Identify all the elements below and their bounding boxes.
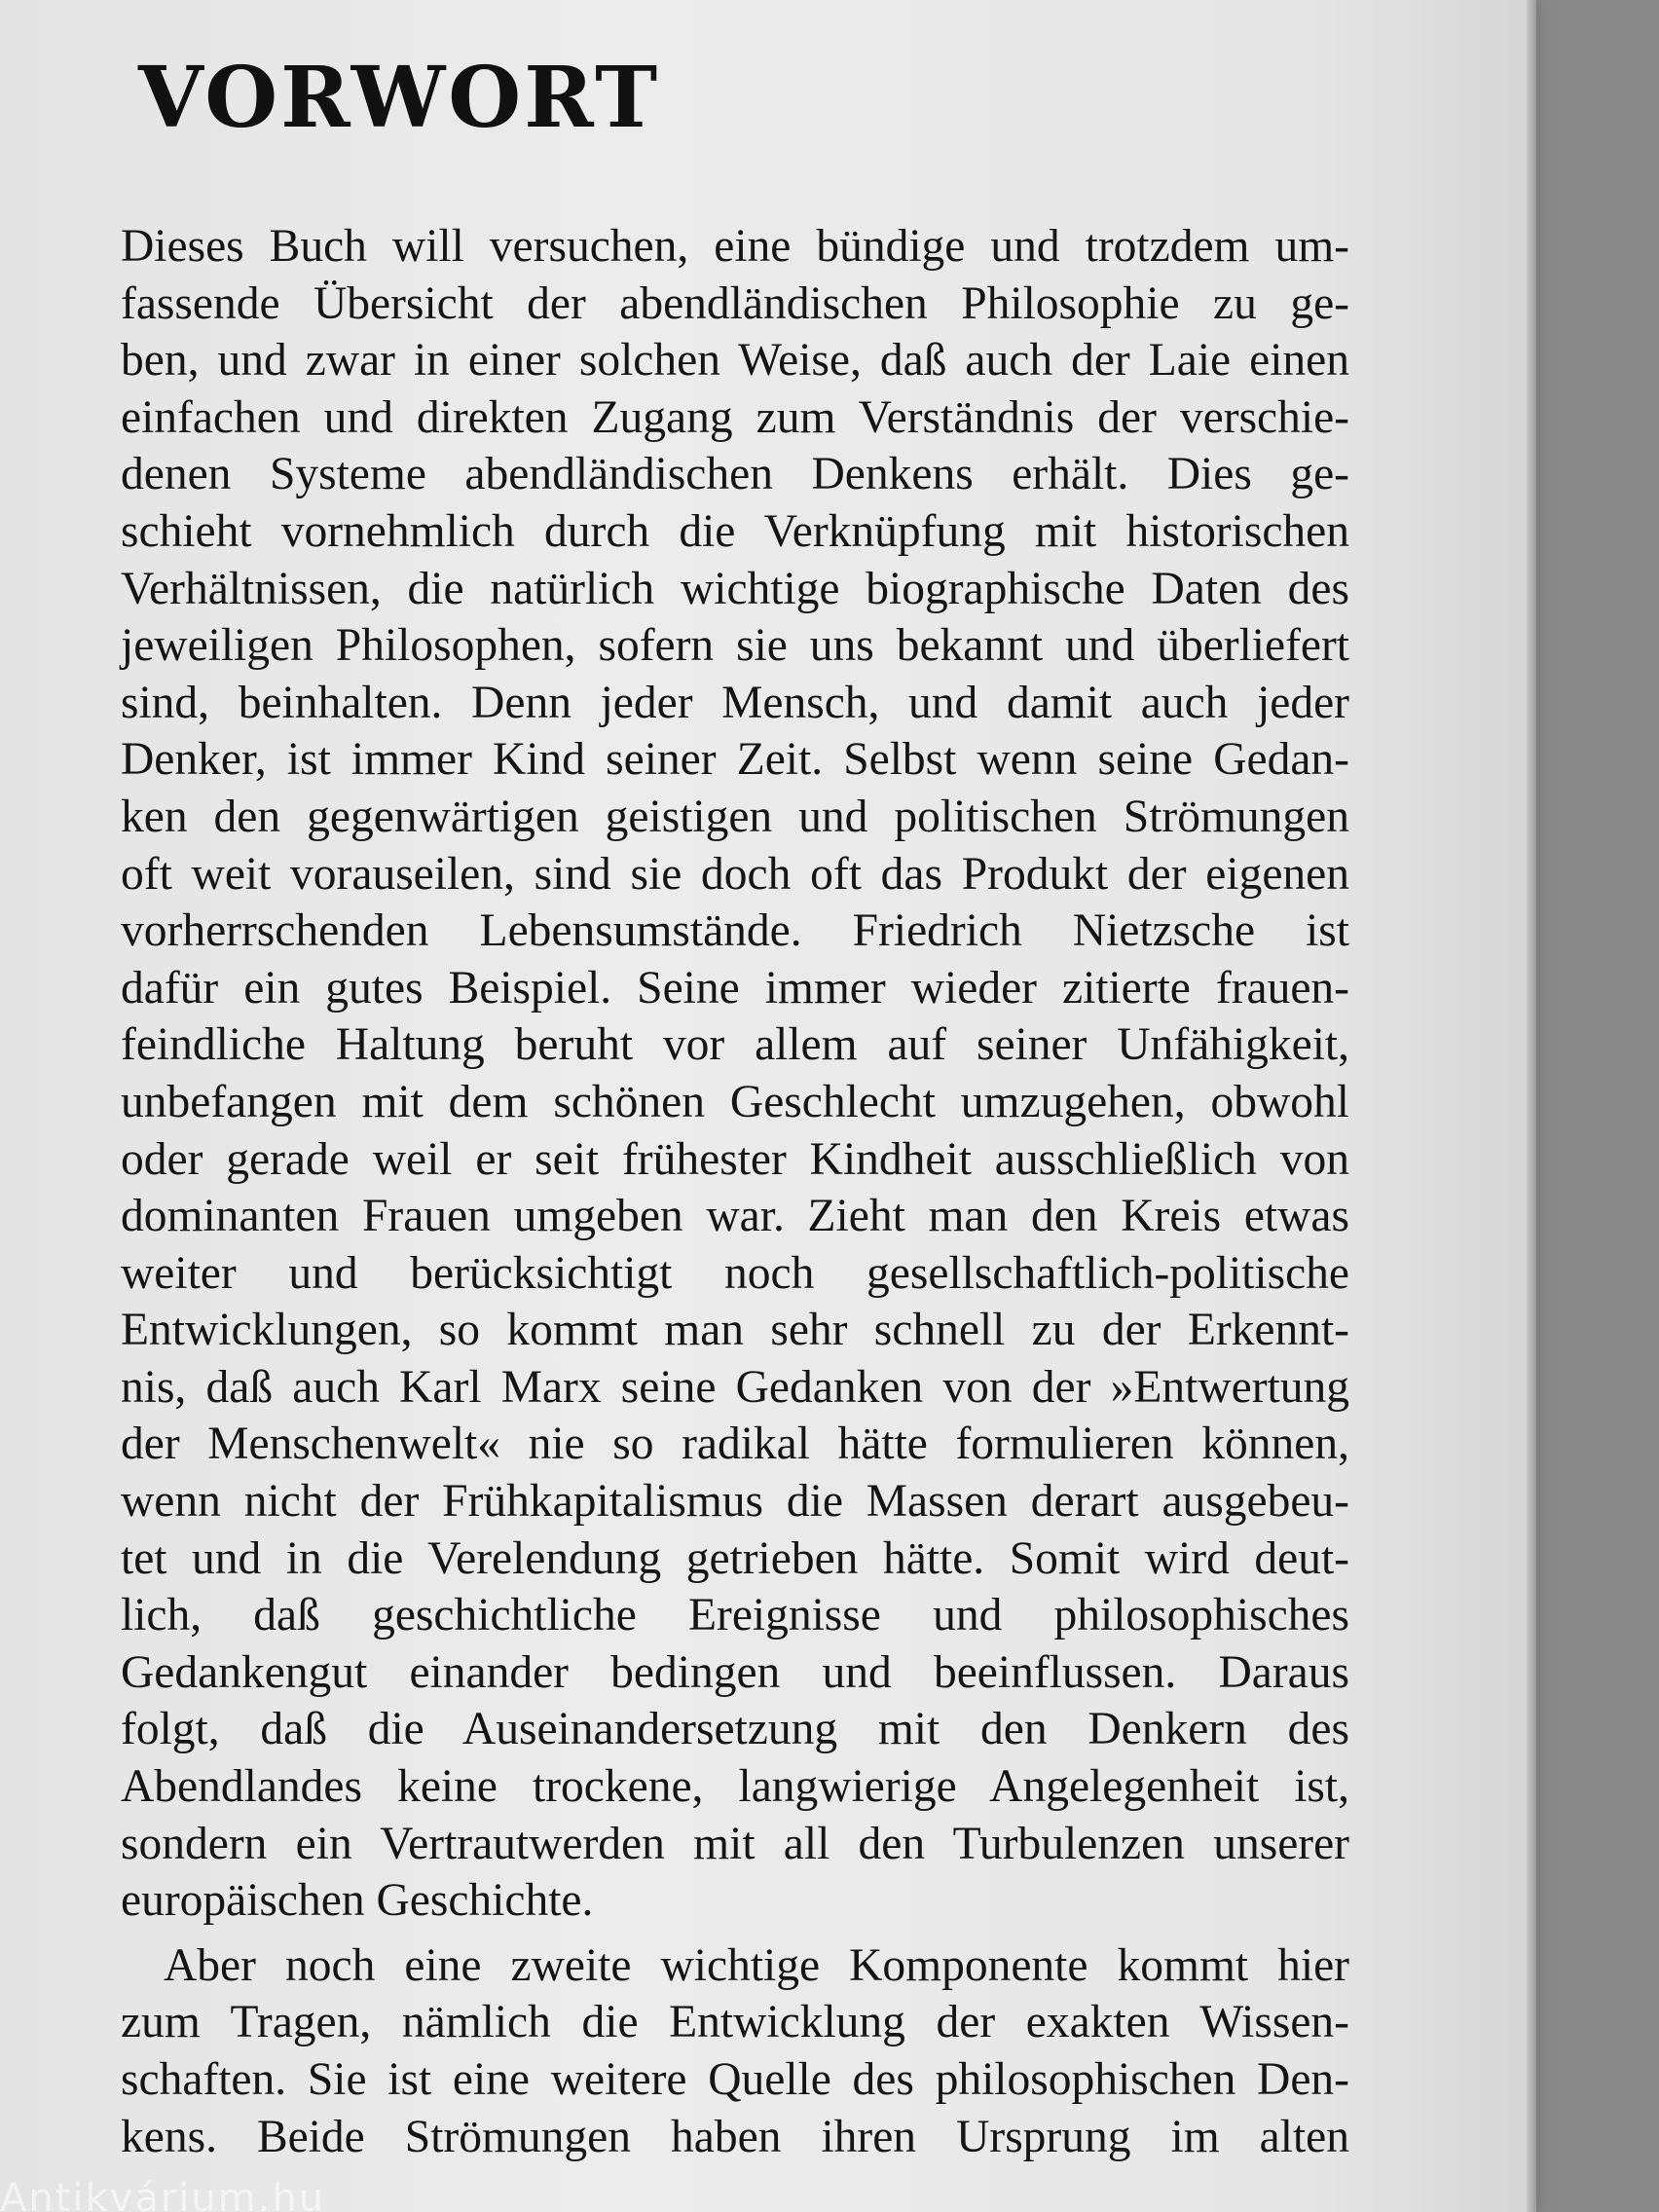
text-line: dominanten Frauen umgeben war. Zieht man den Kreis etwas [121, 1191, 1349, 1242]
text-line: oft weit vorauseilen, sind sie doch oft das Produkt der eigenen [121, 848, 1349, 900]
text-line: schaften. Sie ist eine weitere Quelle des philosophischen Den- [121, 2054, 1349, 2105]
text-line: folgt, daß die Auseinandersetzung mit den Denkern des [121, 1704, 1349, 1755]
text-line: jeweiligen Philosophen, sofern sie uns bekannt und überliefert [121, 620, 1349, 672]
text-line: sondern ein Vertrautwerden mit all den Turbulenzen unserer [121, 1818, 1349, 1869]
text-line: oder gerade weil er seit frühester Kindheit ausschließlich von [121, 1133, 1349, 1185]
text-line: ben, und zwar in einer solchen Weise, daß auch der Laie einen [121, 335, 1349, 387]
text-line: wenn nicht der Frühkapitalismus die Massen derart ausgebeu- [121, 1476, 1349, 1528]
page-edge [1527, 0, 1536, 2212]
text-line: Gedankengut einander bedingen und beeinflussen. Daraus [121, 1646, 1349, 1698]
watermark: Antikvárium.hu [0, 2176, 326, 2212]
text-line: kens. Beide Strömungen haben ihren Ursprung im alten [121, 2111, 1349, 2162]
paragraph-gap [121, 1930, 1349, 1937]
text-line: dafür ein gutes Beispiel. Seine immer wieder zitierte frauen- [121, 962, 1349, 1014]
text-line: unbefangen mit dem schönen Geschlecht umzugehen, obwohl [121, 1076, 1349, 1127]
text-line: sind, beinhalten. Denn jeder Mensch, und damit auch jeder [121, 677, 1349, 728]
text-line: feindliche Haltung beruht vor allem auf seiner Unfähigkeit, [121, 1019, 1349, 1071]
text-line: Aber noch eine zweite wichtige Komponente kommt hier [164, 1939, 1349, 1991]
paragraph-2 [121, 1937, 1349, 2165]
text-line: Denker, ist immer Kind seiner Zeit. Selbst wenn seine Gedan- [121, 734, 1349, 786]
text-line: weiter und berücksichtigt noch gesellschaftlich-politische [121, 1247, 1349, 1299]
page-title: VORWORT [138, 49, 661, 147]
paragraph-1 [121, 218, 1349, 1930]
text-line: fassende Übersicht der abendländischen Philosophie zu ge- [121, 277, 1349, 329]
text-line: tet und in die Verelendung getrieben hätte. Somit wird deut- [121, 1532, 1349, 1584]
text-line: lich, daß geschichtliche Ereignisse und philosophisches [121, 1590, 1349, 1641]
text-line: zum Tragen, nämlich die Entwicklung der exakten Wissen- [121, 1997, 1349, 2048]
text-line: ken den gegenwärtigen geistigen und politischen Strömungen [121, 791, 1349, 842]
text-line: Abendlandes keine trockene, langwierige Angelegenheit ist, [121, 1761, 1349, 1813]
text-line: Verhältnissen, die natürlich wichtige biographische Daten des [121, 563, 1349, 614]
text-line: schieht vornehmlich durch die Verknüpfung mit historischen [121, 505, 1349, 557]
text-line: denen Systeme abendländischen Denkens erhält. Dies ge- [121, 449, 1349, 500]
text-line: vorherrschenden Lebensumstände. Friedrich Nietzsche ist [121, 905, 1349, 957]
text-line: Dieses Buch will versuchen, eine bündige und trotzdem um- [121, 221, 1349, 272]
text-line: nis, daß auch Karl Marx seine Gedanken von der »Entwertung [121, 1361, 1349, 1413]
text-line: europäischen Geschichte. [121, 1875, 594, 1927]
text-line: der Menschenwelt« nie so radikal hätte formulieren können, [121, 1419, 1349, 1470]
text-line: einfachen und direkten Zugang zum Verständnis der verschie- [121, 391, 1349, 443]
text-line: Entwicklungen, so kommt man sehr schnell zu der Erkennt- [121, 1305, 1349, 1356]
body-text [121, 218, 1349, 2165]
